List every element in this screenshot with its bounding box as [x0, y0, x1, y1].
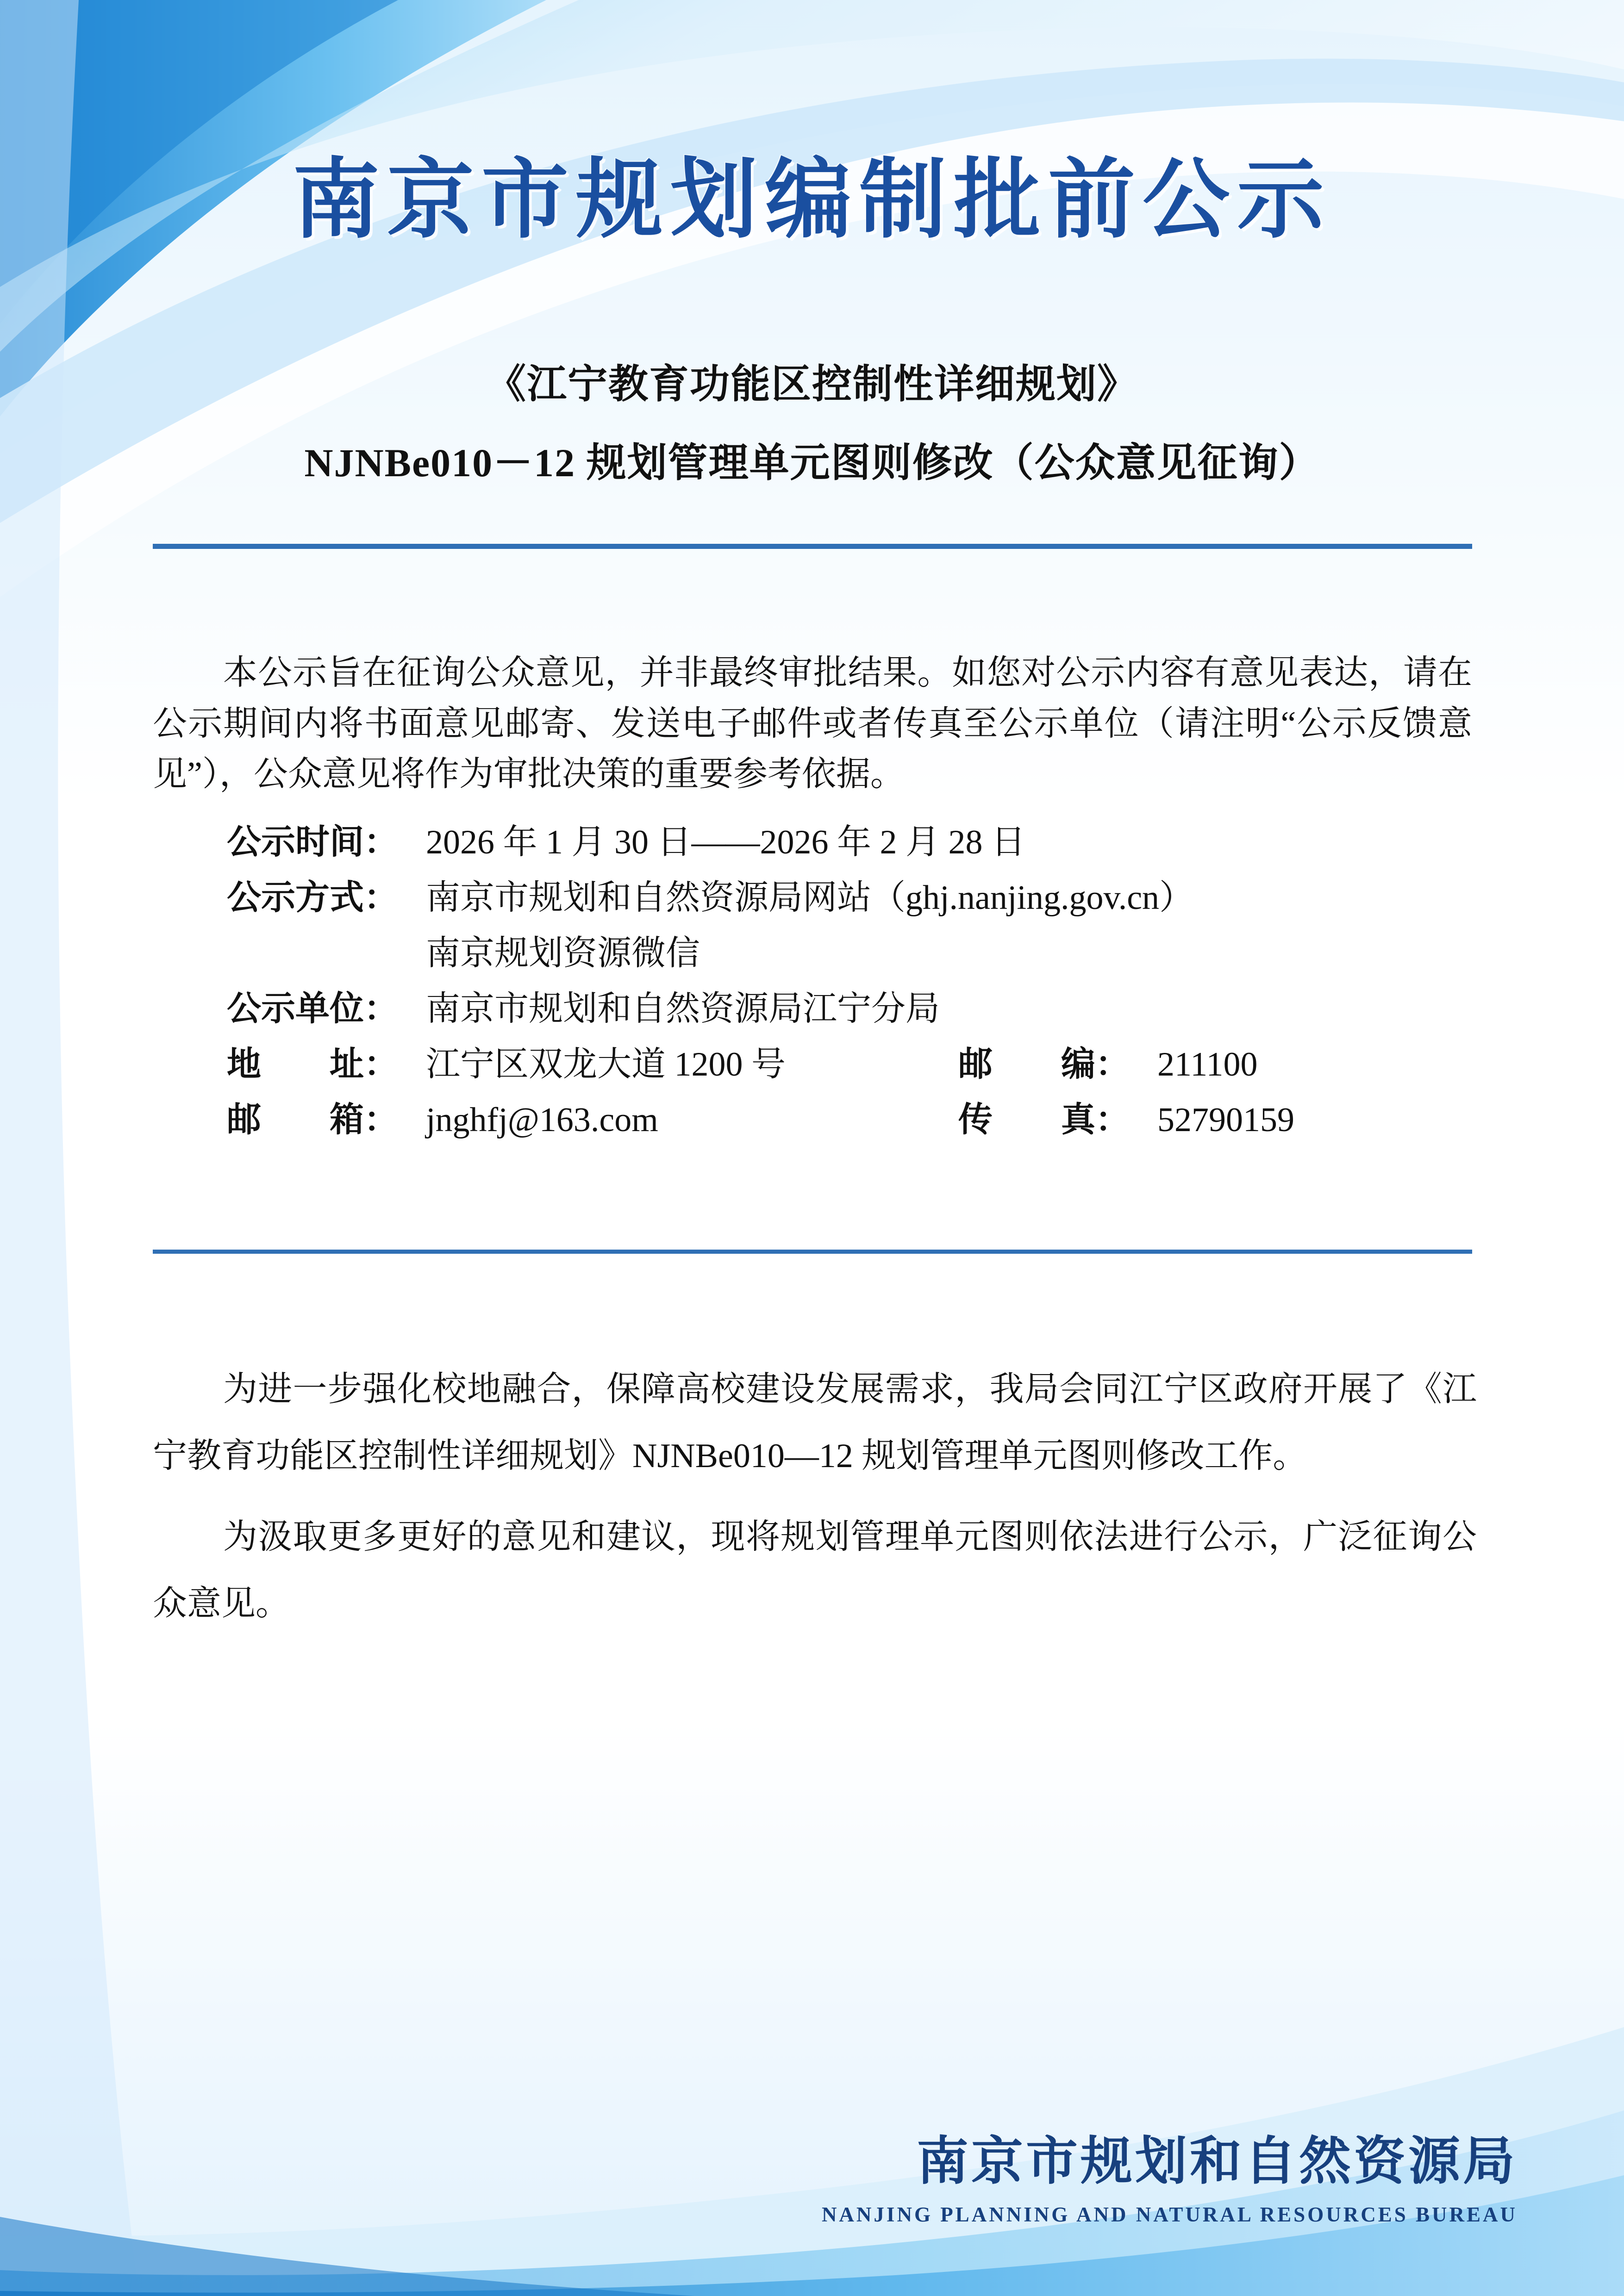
- info-row-time: [227, 815, 1486, 864]
- value-address: 江宁区双龙大道 1200 号: [426, 1045, 786, 1083]
- value-fax: 52790159: [1157, 1101, 1294, 1139]
- footer-organization: [822, 2120, 1518, 2227]
- divider-bottom: [153, 1250, 1472, 1254]
- subtitle-unit-name: NJNBe010－12 规划管理单元图则修改（公众意见征询）: [304, 441, 1320, 485]
- page-title: 南京市规划编制批前公示: [293, 152, 1331, 249]
- divider-top: [153, 544, 1472, 549]
- body-block: [153, 1356, 1477, 1651]
- value-publicity-time: 2026 年 1 月 30 日——2026 年 2 月 28 日: [426, 823, 1025, 861]
- value-publicity-method-2: 南京规划资源微信: [426, 934, 700, 972]
- value-publicity-method: 南京市规划和自然资源局网站（ghj.nanjing.gov.cn）: [426, 879, 1194, 917]
- subtitle-plan-name: 《江宁教育功能区控制性详细规划》: [486, 362, 1138, 406]
- info-row-unit: [227, 981, 1486, 1030]
- label-publicity-time: 公示时间：: [227, 823, 398, 861]
- label-publicity-unit: 公示单位：: [227, 990, 398, 1028]
- label-address: 地 址：: [227, 1045, 398, 1083]
- label-postcode: 邮 编：: [958, 1045, 1130, 1083]
- header-banner: [0, 0, 1624, 319]
- label-email: 邮 箱：: [227, 1101, 398, 1139]
- info-row-address-postcode: [227, 1037, 1486, 1086]
- label-fax: 传 真：: [958, 1101, 1130, 1139]
- footer-name-cn: 南京市规划和自然资源局: [917, 2133, 1518, 2190]
- notice-block: [153, 648, 1472, 800]
- info-row-method: [227, 870, 1486, 919]
- info-row-email-fax: [227, 1092, 1486, 1141]
- footer-name-en: NANJING PLANNING AND NATURAL RESOURCES BUREAU: [821, 2203, 1518, 2226]
- value-email: jnghfj@163.com: [426, 1101, 658, 1139]
- value-publicity-unit: 南京市规划和自然资源局江宁分局: [426, 990, 940, 1028]
- body-paragraph-1: 为进一步强化校地融合，保障高校建设发展需求，我局会同江宁区政府开展了《江宁教育功能区控制性详细规划》NJNBe010—12 规划管理单元图则修改工作。: [153, 1370, 1477, 1475]
- body-paragraph-2: 为汲取更多更好的意见和建议，现将规划管理单元图则依法进行公示，广泛征询公众意见。: [153, 1518, 1477, 1623]
- notice-paragraph: 本公示旨在征询公众意见，并非最终审批结果。如您对公示内容有意见表达，请在公示期间内将书面意见邮寄、发送电子邮件或者传真至公示单位（请注明“公示反馈意见”），公众意见将作为审批决策的重要参考依据。: [153, 654, 1472, 794]
- info-list: [227, 815, 1486, 1148]
- value-postcode: 211100: [1157, 1045, 1258, 1083]
- label-publicity-method: 公示方式：: [227, 879, 398, 917]
